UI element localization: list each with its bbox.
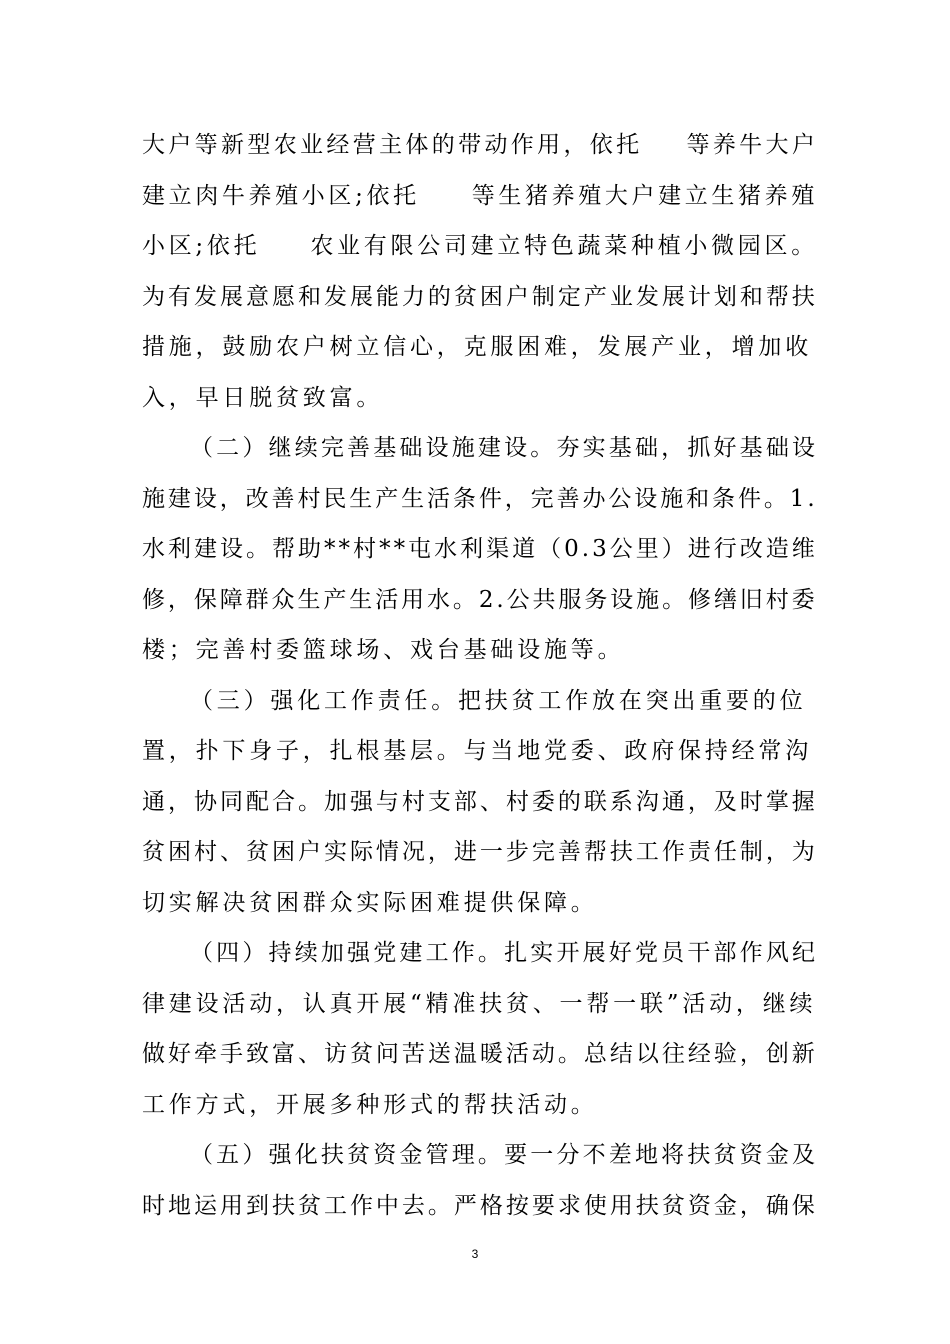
- text-line: [142, 171, 818, 222]
- text-line: [142, 221, 818, 272]
- paragraph-heading-line: （二）继续完善基础设施建设。夯实基础，抓好基础设: [190, 435, 819, 461]
- text-fragment: 等生猪养殖大户建立生猪养殖: [471, 182, 818, 209]
- text-fragment: 建立肉牛养殖小区;依托: [142, 182, 420, 209]
- text-line: 入，早日脱贫致富。: [142, 384, 384, 411]
- text-fragment: 大户等新型农业经营主体的带动作用，依托: [142, 132, 643, 158]
- paragraph-heading-line: （四）持续加强党建工作。扎实开展好党员干部作风纪: [190, 940, 819, 966]
- text-fragment: 等养牛大户: [686, 132, 819, 158]
- page-number: 3: [471, 1247, 479, 1261]
- paragraph-heading-line: （五）强化扶贫资金管理。要一分不差地将扶贫资金及: [190, 1142, 819, 1168]
- text-line: 贫困村、贫困户实际情况，进一步完善帮扶工作责任制，为: [142, 839, 818, 865]
- text-line: 施建设，改善村民生产生活条件，完善办公设施和条件。1.: [142, 485, 818, 512]
- text-line: 律建设活动，认真开展“精准扶贫、一帮一联”活动，继续: [142, 990, 817, 1017]
- text-line: 楼；完善村委篮球场、戏台基础设施等。: [142, 637, 625, 663]
- text-line: 工作方式，开展多种形式的帮扶活动。: [142, 1091, 598, 1118]
- text-line: 时地运用到扶贫工作中去。严格按要求使用扶贫资金，确保: [142, 1192, 818, 1219]
- text-line: 措施，鼓励农户树立信心，克服困难，发展产业，增加收: [142, 334, 812, 360]
- text-fragment: 小区;依托: [142, 233, 261, 259]
- text-line: 切实解决贫困群众实际困难提供保障。: [142, 889, 598, 916]
- text-line: 通，协同配合。加强与村支部、村委的联系沟通，及时掌握: [142, 788, 818, 815]
- paragraph-heading-line: （三）强化工作责任。把扶贫工作放在突出重要的位: [190, 687, 807, 714]
- text-line: 为有发展意愿和发展能力的贫困户制定产业发展计划和帮扶: [142, 283, 818, 310]
- text-line: 水利建设。帮助**村**屯水利渠道（0.3公里）进行改造维: [142, 536, 818, 562]
- text-line: 做好牵手致富、访贫问苦送温暖活动。总结以往经验，创新: [142, 1041, 818, 1067]
- body-text: [142, 120, 818, 1231]
- text-line: 置，扑下身子，扎根基层。与当地党委、政府保持经常沟: [142, 738, 812, 764]
- text-fragment: 农业有限公司建立特色蔬菜种植小微园区。: [310, 233, 818, 259]
- text-line: [142, 120, 818, 171]
- text-line: 修，保障群众生产生活用水。2.公共服务设施。修缮旧村委: [142, 586, 818, 613]
